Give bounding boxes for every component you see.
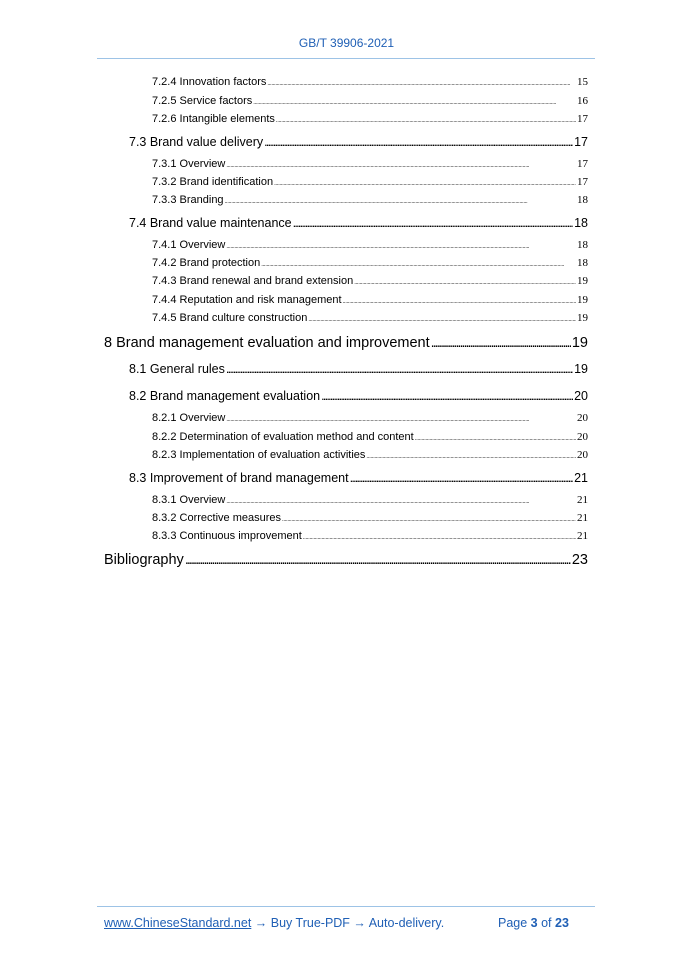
- toc-leader-dots: [293, 216, 573, 230]
- footer-promo: [104, 916, 444, 930]
- toc-entry[interactable]: [152, 294, 588, 308]
- toc-leader-dots: [261, 262, 576, 268]
- toc-entry-page: 20: [577, 431, 588, 443]
- toc-leader-dots: [225, 199, 576, 205]
- toc-entry[interactable]: [152, 95, 588, 109]
- toc-entry-page: 18: [577, 257, 588, 269]
- toc-entry-page: 19: [574, 362, 588, 376]
- toc-entry-page: 17: [577, 176, 588, 188]
- toc-entry-label: 8.2.1 Overview: [152, 412, 226, 424]
- toc-leader-dots: [321, 389, 573, 403]
- toc-entry-page: 18: [574, 216, 588, 230]
- toc-entry[interactable]: [129, 471, 588, 487]
- toc-entry-page: 15: [577, 76, 588, 88]
- toc-entry-label: 7.4.1 Overview: [152, 239, 226, 251]
- page-total: 23: [555, 916, 569, 930]
- toc-entry-label: Bibliography: [104, 552, 184, 568]
- toc-entry-page: 19: [577, 275, 588, 287]
- toc-entry[interactable]: [129, 362, 588, 378]
- toc-leader-dots: [282, 517, 576, 523]
- promo-text: → Buy True-PDF → Auto-delivery.: [251, 916, 445, 930]
- toc-entry-label: 7.3 Brand value delivery: [129, 135, 264, 149]
- toc-entry-label: 7.3.3 Branding: [152, 194, 224, 206]
- toc-entry-page: 17: [577, 113, 588, 125]
- toc-entry[interactable]: [129, 216, 588, 232]
- toc-entry-page: 21: [577, 494, 588, 506]
- toc-leader-dots: [226, 499, 576, 505]
- toc-entry-label: 7.4.3 Brand renewal and brand extension: [152, 275, 354, 287]
- toc-entry-label: 8.2.3 Implementation of evaluation activities: [152, 449, 366, 461]
- toc-entry[interactable]: [152, 530, 588, 544]
- toc-entry[interactable]: [152, 449, 588, 463]
- page-indicator: [498, 916, 569, 930]
- toc-entry[interactable]: [129, 389, 588, 405]
- toc-leader-dots: [253, 100, 576, 106]
- toc-entry[interactable]: [152, 431, 588, 445]
- toc-entry[interactable]: [152, 158, 588, 172]
- toc-entry[interactable]: [152, 275, 588, 289]
- page-current: 3: [530, 916, 538, 930]
- toc-entry-page: 23: [571, 552, 588, 568]
- toc-entry-page: 18: [577, 194, 588, 206]
- toc-entry[interactable]: [152, 412, 588, 426]
- toc-entry[interactable]: [129, 135, 588, 151]
- toc-entry-label: 7.4.2 Brand protection: [152, 257, 261, 269]
- toc-entry-page: 20: [574, 389, 588, 403]
- toc-leader-dots: [303, 535, 576, 541]
- toc-entry-label: 7.3.1 Overview: [152, 158, 226, 170]
- toc-entry-page: 21: [577, 530, 588, 542]
- toc-entry-page: 18: [577, 239, 588, 251]
- toc-entry[interactable]: [104, 552, 588, 570]
- toc-entry-label: 8.1 General rules: [129, 362, 225, 376]
- toc-leader-dots: [350, 471, 574, 485]
- toc-leader-dots: [226, 163, 576, 169]
- toc-leader-dots: [267, 81, 576, 87]
- toc-entry-page: 19: [571, 335, 588, 351]
- toc-entry-label: 8.2.2 Determination of evaluation method and content: [152, 431, 414, 443]
- toc-entry-label: 8.3 Improvement of brand management: [129, 471, 349, 485]
- toc-entry-label: 7.4 Brand value maintenance: [129, 216, 292, 230]
- toc-entry-page: 21: [574, 471, 588, 485]
- header-divider: [97, 58, 595, 59]
- toc-leader-dots: [276, 118, 576, 124]
- toc-entry-page: 19: [577, 312, 588, 324]
- footer-divider: [97, 906, 595, 907]
- toc-leader-dots: [264, 135, 573, 149]
- toc-leader-dots: [415, 436, 576, 442]
- toc-leader-dots: [308, 317, 576, 323]
- page-of: of: [537, 916, 555, 930]
- site-link[interactable]: www.ChineseStandard.net: [104, 916, 252, 930]
- toc-leader-dots: [354, 280, 576, 286]
- toc-entry-page: 21: [577, 512, 588, 524]
- toc-leader-dots: [343, 299, 576, 305]
- document-header: GB/T 39906-2021: [298, 36, 395, 50]
- toc-entry[interactable]: [104, 335, 588, 353]
- page-prefix: Page: [498, 916, 531, 930]
- toc-entry-label: 7.4.4 Reputation and risk management: [152, 294, 342, 306]
- toc-entry-page: 20: [577, 412, 588, 424]
- toc-entry[interactable]: [152, 257, 588, 271]
- toc-entry-label: 7.4.5 Brand culture construction: [152, 312, 308, 324]
- toc-entry[interactable]: [152, 194, 588, 208]
- toc-entry[interactable]: [152, 312, 588, 326]
- toc-entry-label: 8.2 Brand management evaluation: [129, 389, 321, 403]
- toc-entry[interactable]: [152, 176, 588, 190]
- toc-entry[interactable]: [152, 76, 588, 90]
- toc-leader-dots: [226, 244, 576, 250]
- toc-leader-dots: [274, 181, 576, 187]
- toc-entry-label: 7.3.2 Brand identification: [152, 176, 274, 188]
- toc-entry-label: 8.3.3 Continuous improvement: [152, 530, 302, 542]
- toc-entry-page: 16: [577, 95, 588, 107]
- toc-entry-page: 17: [577, 158, 588, 170]
- toc-leader-dots: [226, 362, 573, 376]
- toc-entry-label: 8 Brand management evaluation and improvement: [104, 335, 430, 351]
- toc-entry-page: 17: [574, 135, 588, 149]
- toc-leader-dots: [185, 552, 571, 568]
- toc-entry[interactable]: [152, 239, 588, 253]
- toc-leader-dots: [431, 335, 571, 351]
- toc-entry-label: 8.3.1 Overview: [152, 494, 226, 506]
- toc-leader-dots: [366, 454, 576, 460]
- toc-entry-label: 7.2.5 Service factors: [152, 95, 253, 107]
- toc-entry-label: 7.2.6 Intangible elements: [152, 113, 275, 125]
- toc-entry-label: 8.3.2 Corrective measures: [152, 512, 281, 524]
- toc-entry[interactable]: [152, 494, 588, 508]
- toc-entry-page: 19: [577, 294, 588, 306]
- toc-entry[interactable]: [152, 113, 588, 127]
- toc-entry-label: 7.2.4 Innovation factors: [152, 76, 267, 88]
- toc-entry-page: 20: [577, 449, 588, 461]
- toc-leader-dots: [226, 417, 576, 423]
- toc-entry[interactable]: [152, 512, 588, 526]
